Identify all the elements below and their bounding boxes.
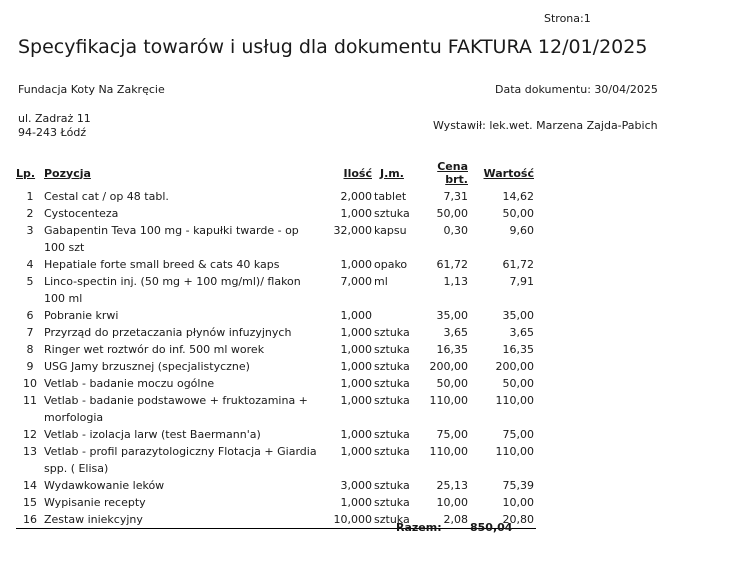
total-label: Razem: [396,521,442,534]
cell-item: Linco-spectin inj. (50 mg + 100 mg/ml)/ flakon 100 ml [44,275,301,305]
col-unit: J.m. [380,166,404,180]
cell-value: 200,00 [495,360,534,373]
cell-item: Hepatiale forte small breed & cats 40 kaps [44,258,280,271]
cell-qty: 1,000 [340,394,372,407]
cell-qty: 32,000 [333,224,372,237]
cell-qty: 10,000 [326,511,372,529]
document-date: Data dokumentu: 30/04/2025 [495,83,658,96]
cell-lp: 3 [26,224,34,237]
cell-unit: sztuka [374,326,410,339]
cell-qty: 1,000 [340,445,372,458]
total-value: 850,04 [470,521,513,534]
cell-price: 25,13 [436,479,468,492]
cell-lp: 6 [26,309,34,322]
table-header [16,160,536,188]
cell-price: 50,00 [436,207,468,220]
cell-qty: 1,000 [340,377,372,390]
cell-value: 50,00 [502,377,534,390]
cell-value: 20,80 [468,511,536,529]
cell-unit: sztuka [374,343,410,356]
cell-item: USG Jamy brzusznej (specjalistyczne) [44,360,250,373]
cell-value: 35,00 [502,309,534,322]
cell-qty: 1,000 [340,207,372,220]
cell-lp: 9 [26,360,34,373]
cell-item: Vetlab - badanie podstawowe + fruktozamina + morfologia [44,394,308,424]
table-row [16,324,536,341]
cell-qty: 7,000 [340,275,372,288]
cell-value: 10,00 [502,496,534,509]
cell-price: 61,72 [436,258,468,271]
cell-lp: 16 [16,511,44,529]
cell-value: 16,35 [502,343,534,356]
page-title: Specyfikacja towarów i usług dla dokumentu FAKTURA 12/01/2025 [18,36,648,58]
cell-lp: 14 [23,479,37,492]
cell-unit: sztuka [374,377,410,390]
table-row [16,188,536,205]
cell-unit: sztuka [374,445,410,458]
cell-value: 61,72 [502,258,534,271]
col-price: Cena brt. [437,160,468,186]
cell-unit: sztuka [374,479,410,492]
table-row [16,511,536,529]
col-qty: Ilość [343,166,372,180]
cell-lp: 8 [26,343,34,356]
cell-value: 14,62 [502,190,534,203]
table-row [16,341,536,358]
cell-lp: 15 [23,496,37,509]
cell-price: 50,00 [436,377,468,390]
page-number: Strona:1 [544,12,591,25]
cell-price: 10,00 [436,496,468,509]
table-row [16,307,536,324]
col-lp: Lp. [16,166,36,180]
cell-unit: sztuka [374,496,410,509]
cell-qty: 1,000 [340,309,372,322]
cell-unit: opako [374,258,408,271]
cell-lp: 4 [26,258,34,271]
cell-unit: ml [374,275,388,288]
items-table [16,160,536,529]
cell-price: 200,00 [429,360,468,373]
cell-value: 50,00 [502,207,534,220]
cell-price: 110,00 [429,445,468,458]
cell-unit: sztuka [374,428,410,441]
table-row [16,375,536,392]
cell-unit: sztuka [374,360,410,373]
cell-value: 3,65 [509,326,534,339]
seller-street: ul. Zadraż 11 [18,112,91,125]
cell-value: 110,00 [495,394,534,407]
cell-item: Vetlab - profil parazytologiczny Flotacja + Giardia spp. ( Elisa) [44,445,317,475]
cell-price: 0,30 [443,224,468,237]
cell-qty: 2,000 [340,190,372,203]
table-row [16,358,536,375]
cell-lp: 11 [23,394,37,407]
cell-lp: 7 [26,326,34,339]
table-row [16,426,536,443]
cell-value: 7,91 [509,275,534,288]
cell-value: 75,39 [502,479,534,492]
col-item: Pozycja [44,166,91,180]
cell-price: 75,00 [436,428,468,441]
table-row [16,443,536,477]
cell-lp: 5 [26,275,34,288]
cell-price: 1,13 [443,275,468,288]
table-row [16,477,536,494]
table-row [16,205,536,222]
cell-item: Cystocenteza [44,207,119,220]
cell-item: Wydawkowanie leków [44,479,165,492]
cell-price: 16,35 [436,343,468,356]
cell-item: Zestaw iniekcyjny [44,511,326,529]
cell-price: 35,00 [436,309,468,322]
cell-item: Pobranie krwi [44,309,119,322]
cell-qty: 1,000 [340,496,372,509]
cell-value: 9,60 [509,224,534,237]
cell-item: Przyrząd do przetaczania płynów infuzyjnych [44,326,292,339]
cell-item: Ringer wet roztwór do inf. 500 ml worek [44,343,265,356]
cell-qty: 1,000 [340,428,372,441]
cell-price: 3,65 [443,326,468,339]
cell-item: Vetlab - badanie moczu ogólne [44,377,215,390]
cell-qty: 1,000 [340,343,372,356]
cell-value: 75,00 [502,428,534,441]
col-value: Wartość [483,166,534,180]
cell-lp: 10 [23,377,37,390]
seller-name: Fundacja Koty Na Zakręcie [18,83,165,96]
table-row [16,494,536,511]
issued-by: Wystawił: lek.wet. Marzena Zajda-Pabich [433,119,658,132]
cell-qty: 1,000 [340,360,372,373]
cell-price: 7,31 [443,190,468,203]
cell-unit: sztuka [374,394,410,407]
cell-item: Gabapentin Teva 100 mg - kapułki twarde - op 100 szt [44,224,299,254]
cell-item: Vetlab - izolacja larw (test Baermann'a) [44,428,261,441]
cell-lp: 1 [26,190,34,203]
cell-item: Cestal cat / op 48 tabl. [44,190,169,203]
cell-unit: sztuka [372,511,412,529]
cell-unit [372,307,412,324]
table-row [16,222,536,256]
cell-price: 2,08 [412,511,468,529]
cell-lp: 12 [23,428,37,441]
cell-qty: 3,000 [340,479,372,492]
table-row [16,256,536,273]
cell-qty: 1,000 [340,326,372,339]
cell-lp: 13 [23,445,37,458]
cell-unit: sztuka [374,207,410,220]
cell-qty: 1,000 [340,258,372,271]
table-row [16,392,536,426]
cell-price: 110,00 [429,394,468,407]
cell-unit: tablet [374,190,407,203]
cell-lp: 2 [26,207,34,220]
cell-unit: kapsu [374,224,407,237]
cell-item: Wypisanie recepty [44,496,146,509]
seller-city: 94-243 Łódź [18,126,87,139]
table-row [16,273,536,307]
cell-value: 110,00 [495,445,534,458]
